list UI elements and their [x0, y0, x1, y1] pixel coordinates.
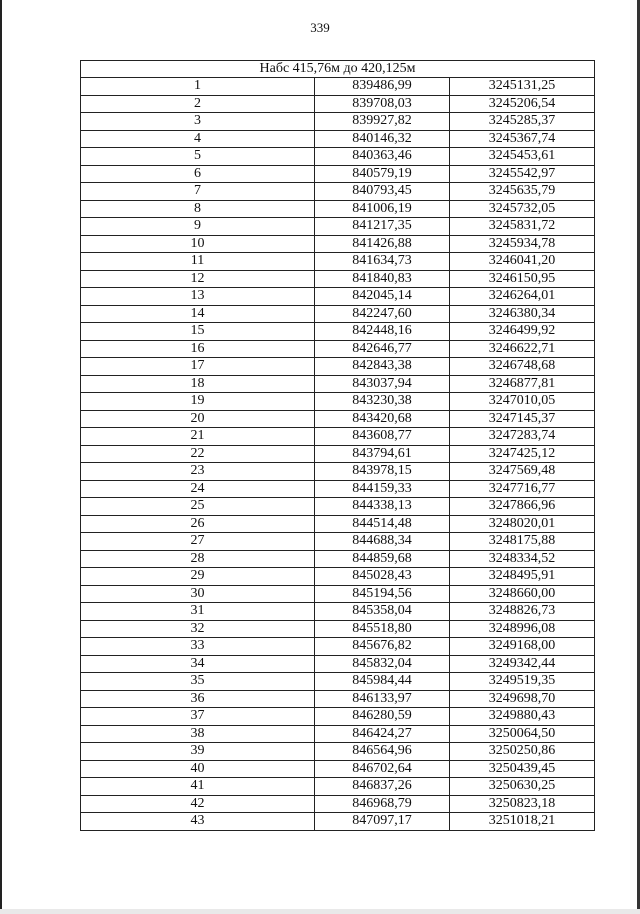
point-number-cell: 27	[81, 533, 315, 551]
y-coordinate-cell: 3245542,97	[450, 165, 595, 183]
point-number-cell: 9	[81, 218, 315, 236]
y-coordinate-cell: 3248020,01	[450, 515, 595, 533]
point-number-cell: 43	[81, 813, 315, 831]
y-coordinate-cell: 3250439,45	[450, 760, 595, 778]
x-coordinate-cell: 846968,79	[315, 795, 450, 813]
point-number-cell: 26	[81, 515, 315, 533]
table-row	[81, 340, 595, 358]
table-row	[81, 673, 595, 691]
y-coordinate-cell: 3250250,86	[450, 743, 595, 761]
x-coordinate-cell: 844514,48	[315, 515, 450, 533]
point-number-cell: 5	[81, 148, 315, 166]
x-coordinate-cell: 841006,19	[315, 200, 450, 218]
y-coordinate-cell: 3246041,20	[450, 253, 595, 271]
table-row	[81, 445, 595, 463]
point-number-cell: 40	[81, 760, 315, 778]
x-coordinate-cell: 844338,13	[315, 498, 450, 516]
point-number-cell: 14	[81, 305, 315, 323]
table-row	[81, 813, 595, 831]
x-coordinate-cell: 842843,38	[315, 358, 450, 376]
point-number-cell: 10	[81, 235, 315, 253]
point-number-cell: 41	[81, 778, 315, 796]
x-coordinate-cell: 843230,38	[315, 393, 450, 411]
point-number-cell: 28	[81, 550, 315, 568]
x-coordinate-cell: 841840,83	[315, 270, 450, 288]
x-coordinate-cell: 845028,43	[315, 568, 450, 586]
table-row	[81, 760, 595, 778]
table-row	[81, 165, 595, 183]
y-coordinate-cell: 3245831,72	[450, 218, 595, 236]
point-number-cell: 25	[81, 498, 315, 516]
y-coordinate-cell: 3246877,81	[450, 375, 595, 393]
y-coordinate-cell: 3249519,35	[450, 673, 595, 691]
point-number-cell: 32	[81, 620, 315, 638]
y-coordinate-cell: 3248495,91	[450, 568, 595, 586]
point-number-cell: 38	[81, 725, 315, 743]
x-coordinate-cell: 845832,04	[315, 655, 450, 673]
x-coordinate-cell: 840146,32	[315, 130, 450, 148]
y-coordinate-cell: 3249880,43	[450, 708, 595, 726]
x-coordinate-cell: 843978,15	[315, 463, 450, 481]
point-number-cell: 35	[81, 673, 315, 691]
point-number-cell: 23	[81, 463, 315, 481]
x-coordinate-cell: 843608,77	[315, 428, 450, 446]
point-number-cell: 31	[81, 603, 315, 621]
y-coordinate-cell: 3248826,73	[450, 603, 595, 621]
x-coordinate-cell: 846564,96	[315, 743, 450, 761]
table-row	[81, 428, 595, 446]
table-row	[81, 708, 595, 726]
table-row	[81, 130, 595, 148]
point-number-cell: 33	[81, 638, 315, 656]
x-coordinate-cell: 846702,64	[315, 760, 450, 778]
y-coordinate-cell: 3247716,77	[450, 480, 595, 498]
table-row	[81, 78, 595, 96]
table-row	[81, 725, 595, 743]
table-row	[81, 638, 595, 656]
point-number-cell: 21	[81, 428, 315, 446]
y-coordinate-cell: 3245367,74	[450, 130, 595, 148]
y-coordinate-cell: 3246380,34	[450, 305, 595, 323]
table-header-row	[81, 61, 595, 78]
table-row	[81, 305, 595, 323]
table-row	[81, 235, 595, 253]
x-coordinate-cell: 839486,99	[315, 78, 450, 96]
y-coordinate-cell: 3251018,21	[450, 813, 595, 831]
y-coordinate-cell: 3247010,05	[450, 393, 595, 411]
y-coordinate-cell: 3245285,37	[450, 113, 595, 131]
point-number-cell: 19	[81, 393, 315, 411]
point-number-cell: 15	[81, 323, 315, 341]
y-coordinate-cell: 3249168,00	[450, 638, 595, 656]
table-row	[81, 183, 595, 201]
y-coordinate-cell: 3245934,78	[450, 235, 595, 253]
y-coordinate-cell: 3248996,08	[450, 620, 595, 638]
x-coordinate-cell: 840579,19	[315, 165, 450, 183]
x-coordinate-cell: 845676,82	[315, 638, 450, 656]
point-number-cell: 22	[81, 445, 315, 463]
table-row	[81, 113, 595, 131]
y-coordinate-cell: 3249342,44	[450, 655, 595, 673]
x-coordinate-cell: 845194,56	[315, 585, 450, 603]
x-coordinate-cell: 842247,60	[315, 305, 450, 323]
point-number-cell: 24	[81, 480, 315, 498]
y-coordinate-cell: 3248660,00	[450, 585, 595, 603]
y-coordinate-cell: 3247425,12	[450, 445, 595, 463]
table-body	[81, 78, 595, 831]
point-number-cell: 39	[81, 743, 315, 761]
x-coordinate-cell: 843794,61	[315, 445, 450, 463]
x-coordinate-cell: 844688,34	[315, 533, 450, 551]
table-row	[81, 95, 595, 113]
point-number-cell: 42	[81, 795, 315, 813]
table-row	[81, 218, 595, 236]
y-coordinate-cell: 3250064,50	[450, 725, 595, 743]
x-coordinate-cell: 845518,80	[315, 620, 450, 638]
y-coordinate-cell: 3246622,71	[450, 340, 595, 358]
x-coordinate-cell: 841426,88	[315, 235, 450, 253]
x-coordinate-cell: 846280,59	[315, 708, 450, 726]
table-row	[81, 620, 595, 638]
table-row	[81, 568, 595, 586]
scan-edge-bottom	[0, 909, 640, 914]
x-coordinate-cell: 842646,77	[315, 340, 450, 358]
point-number-cell: 37	[81, 708, 315, 726]
y-coordinate-cell: 3247145,37	[450, 410, 595, 428]
x-coordinate-cell: 846837,26	[315, 778, 450, 796]
point-number-cell: 7	[81, 183, 315, 201]
table-row	[81, 690, 595, 708]
x-coordinate-cell: 842045,14	[315, 288, 450, 306]
table-row	[81, 743, 595, 761]
x-coordinate-cell: 842448,16	[315, 323, 450, 341]
table-row	[81, 393, 595, 411]
x-coordinate-cell: 846133,97	[315, 690, 450, 708]
table-row	[81, 795, 595, 813]
table-row	[81, 655, 595, 673]
point-number-cell: 18	[81, 375, 315, 393]
table-row	[81, 148, 595, 166]
point-number-cell: 30	[81, 585, 315, 603]
x-coordinate-cell: 844159,33	[315, 480, 450, 498]
table-row	[81, 515, 595, 533]
x-coordinate-cell: 843420,68	[315, 410, 450, 428]
x-coordinate-cell: 845358,04	[315, 603, 450, 621]
y-coordinate-cell: 3245635,79	[450, 183, 595, 201]
table-row	[81, 200, 595, 218]
point-number-cell: 16	[81, 340, 315, 358]
y-coordinate-cell: 3245131,25	[450, 78, 595, 96]
x-coordinate-cell: 839708,03	[315, 95, 450, 113]
x-coordinate-cell: 840363,46	[315, 148, 450, 166]
point-number-cell: 12	[81, 270, 315, 288]
x-coordinate-cell: 847097,17	[315, 813, 450, 831]
y-coordinate-cell: 3250823,18	[450, 795, 595, 813]
x-coordinate-cell: 840793,45	[315, 183, 450, 201]
x-coordinate-cell: 845984,44	[315, 673, 450, 691]
table-row	[81, 410, 595, 428]
point-number-cell: 11	[81, 253, 315, 271]
y-coordinate-cell: 3246499,92	[450, 323, 595, 341]
table-row	[81, 533, 595, 551]
y-coordinate-cell: 3247283,74	[450, 428, 595, 446]
table-row	[81, 480, 595, 498]
x-coordinate-cell: 841634,73	[315, 253, 450, 271]
y-coordinate-cell: 3246150,95	[450, 270, 595, 288]
scan-edge-left	[0, 0, 2, 914]
table-row	[81, 585, 595, 603]
table-row	[81, 288, 595, 306]
x-coordinate-cell: 843037,94	[315, 375, 450, 393]
point-number-cell: 20	[81, 410, 315, 428]
table-row	[81, 270, 595, 288]
point-number-cell: 2	[81, 95, 315, 113]
y-coordinate-cell: 3245206,54	[450, 95, 595, 113]
table-row	[81, 778, 595, 796]
y-coordinate-cell: 3247866,96	[450, 498, 595, 516]
table-row	[81, 323, 595, 341]
point-number-cell: 13	[81, 288, 315, 306]
y-coordinate-cell: 3246264,01	[450, 288, 595, 306]
x-coordinate-cell: 841217,35	[315, 218, 450, 236]
x-coordinate-cell: 846424,27	[315, 725, 450, 743]
page-number: 339	[310, 20, 330, 35]
y-coordinate-cell: 3250630,25	[450, 778, 595, 796]
point-number-cell: 6	[81, 165, 315, 183]
table-row	[81, 498, 595, 516]
point-number-cell: 4	[81, 130, 315, 148]
point-number-cell: 8	[81, 200, 315, 218]
table-header: Набс 415,76м до 420,125м	[81, 61, 595, 78]
point-number-cell: 1	[81, 78, 315, 96]
y-coordinate-cell: 3248334,52	[450, 550, 595, 568]
point-number-cell: 3	[81, 113, 315, 131]
y-coordinate-cell: 3249698,70	[450, 690, 595, 708]
y-coordinate-cell: 3248175,88	[450, 533, 595, 551]
table-row	[81, 463, 595, 481]
table-row	[81, 550, 595, 568]
point-number-cell: 29	[81, 568, 315, 586]
x-coordinate-cell: 839927,82	[315, 113, 450, 131]
table-row	[81, 358, 595, 376]
table-row	[81, 375, 595, 393]
point-number-cell: 36	[81, 690, 315, 708]
table-row	[81, 253, 595, 271]
y-coordinate-cell: 3246748,68	[450, 358, 595, 376]
table-row	[81, 603, 595, 621]
x-coordinate-cell: 844859,68	[315, 550, 450, 568]
y-coordinate-cell: 3247569,48	[450, 463, 595, 481]
y-coordinate-cell: 3245732,05	[450, 200, 595, 218]
point-number-cell: 17	[81, 358, 315, 376]
y-coordinate-cell: 3245453,61	[450, 148, 595, 166]
coordinates-table	[80, 60, 595, 831]
point-number-cell: 34	[81, 655, 315, 673]
